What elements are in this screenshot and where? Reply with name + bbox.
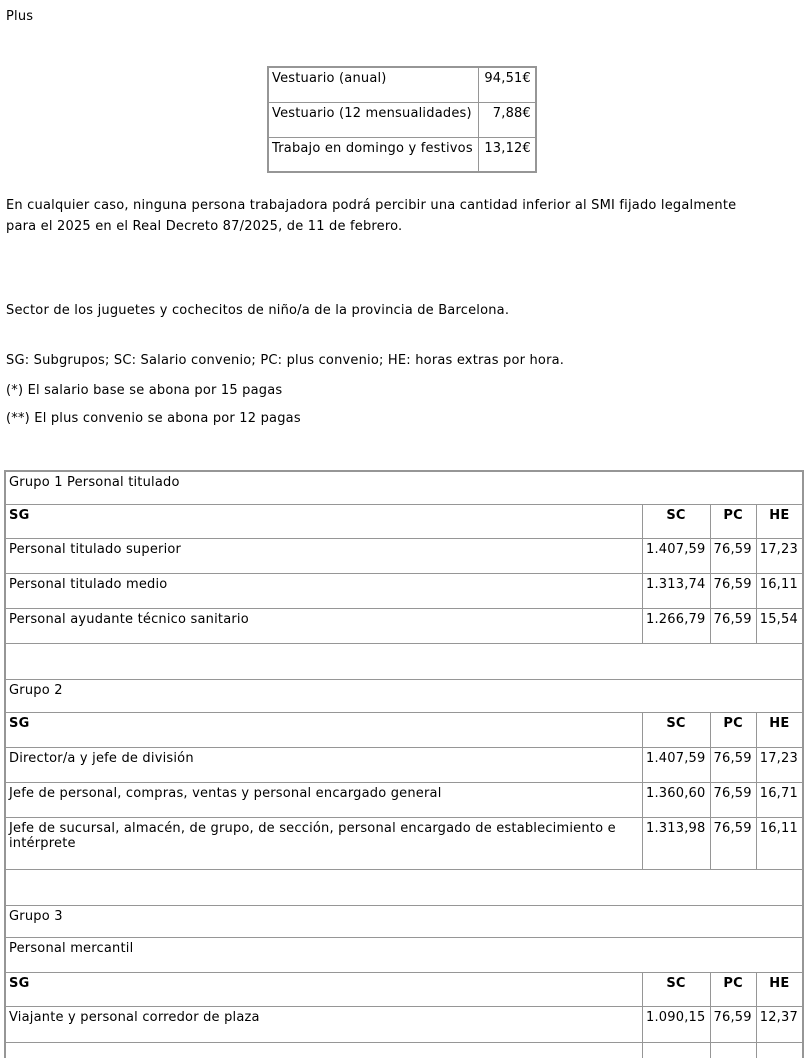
he-value: 17,23: [756, 747, 803, 782]
col-header-sc: SC: [642, 712, 710, 747]
sc-value: 1.313,98: [642, 817, 710, 869]
subgroup-name: Viajante y personal corredor de plaza: [5, 1006, 642, 1042]
plus-concept: Vestuario (12 mensualidades): [268, 102, 478, 137]
smi-paragraph-line1: En cualquier caso, ninguna persona trabajadora podrá percibir una cantidad inferior al SMI fijado legalmente: [6, 198, 737, 213]
sc-value: 1.313,74: [642, 573, 710, 608]
pc-value: 76,59: [710, 538, 756, 573]
sc-value: 1.407,59: [642, 747, 710, 782]
col-header-he: HE: [756, 972, 803, 1006]
table-row: [5, 573, 803, 608]
plus-amount: 94,51€: [478, 67, 536, 102]
pc-value: 76,59: [710, 817, 756, 869]
spacer-row: [5, 643, 803, 679]
col-header-sc: SC: [642, 504, 710, 538]
subgroup-name: Personal ayudante técnico sanitario: [5, 608, 642, 643]
subgroup-name: Director/a y jefe de división: [5, 747, 642, 782]
pc-value: 76,59: [710, 1006, 756, 1042]
smi-paragraph: [6, 195, 801, 237]
sc-value: [642, 1042, 710, 1058]
plus-amount: 7,88€: [478, 102, 536, 137]
col-header-pc: PC: [710, 972, 756, 1006]
plus-concept: Vestuario (anual): [268, 67, 478, 102]
table-row: [5, 1006, 803, 1042]
table-row: [5, 608, 803, 643]
sector-line: Sector de los juguetes y cochecitos de niño/a de la provincia de Barcelona.: [6, 303, 510, 318]
he-value: 16,11: [756, 573, 803, 608]
col-header-pc: PC: [710, 712, 756, 747]
pc-value: [710, 1042, 756, 1058]
column-header-row: [5, 712, 803, 747]
table-row: [268, 67, 536, 102]
col-header-sg: SG: [5, 972, 642, 1006]
salary-groups-table: [4, 470, 804, 1058]
subgroup-name: Personal titulado medio: [5, 573, 642, 608]
subgroup-name: Personal titulado superior: [5, 538, 642, 573]
col-header-sc: SC: [642, 972, 710, 1006]
spacer-cell: [5, 869, 803, 905]
he-value: 15,54: [756, 608, 803, 643]
spacer-row: [5, 869, 803, 905]
plus-heading: Plus: [6, 9, 34, 24]
table-row: [268, 102, 536, 137]
col-header-he: HE: [756, 504, 803, 538]
subgroup-name: Jefe de sucursal, almacén, de grupo, de sección, personal encargado de establecimiento e intérprete: [5, 817, 642, 869]
group-subtitle: Personal mercantil: [5, 937, 803, 972]
he-value: 17,23: [756, 538, 803, 573]
sc-value: 1.266,79: [642, 608, 710, 643]
plus-amounts-table: [267, 66, 537, 173]
sc-value: 1.090,15: [642, 1006, 710, 1042]
he-value: [756, 1042, 803, 1058]
table-row: [5, 817, 803, 869]
plus-concept: Trabajo en domingo y festivos: [268, 137, 478, 172]
sc-value: 1.360,60: [642, 782, 710, 817]
group-title-row: [5, 679, 803, 712]
column-header-row: [5, 972, 803, 1006]
table-row: [268, 137, 536, 172]
col-header-sg: SG: [5, 504, 642, 538]
group-title: Grupo 1 Personal titulado: [5, 471, 803, 504]
he-value: 16,11: [756, 817, 803, 869]
group-title-row: [5, 905, 803, 937]
note-plus-convenio: (**) El plus convenio se abona por 12 pagas: [6, 411, 301, 426]
table-row: [5, 747, 803, 782]
abbreviations-legend: SG: Subgrupos; SC: Salario convenio; PC: plus convenio; HE: horas extras por hora.: [6, 353, 565, 368]
pc-value: 76,59: [710, 608, 756, 643]
subgroup-name: Jefe de personal, compras, ventas y personal encargado general: [5, 782, 642, 817]
table-row-partial: [5, 1042, 803, 1058]
he-value: 12,37: [756, 1006, 803, 1042]
spacer-cell: [5, 643, 803, 679]
table-row: [5, 782, 803, 817]
note-salario-base: (*) El salario base se abona por 15 pagas: [6, 383, 283, 398]
plus-amount: 13,12€: [478, 137, 536, 172]
col-header-he: HE: [756, 712, 803, 747]
pc-value: 76,59: [710, 782, 756, 817]
sc-value: 1.407,59: [642, 538, 710, 573]
group-title: Grupo 3: [5, 905, 803, 937]
column-header-row: [5, 504, 803, 538]
group-subtitle-row: [5, 937, 803, 972]
smi-paragraph-line2: para el 2025 en el Real Decreto 87/2025, de 11 de febrero.: [6, 219, 403, 234]
he-value: 16,71: [756, 782, 803, 817]
col-header-sg: SG: [5, 712, 642, 747]
group-title: Grupo 2: [5, 679, 803, 712]
table-row: [5, 538, 803, 573]
pc-value: 76,59: [710, 747, 756, 782]
group-title-row: [5, 471, 803, 504]
col-header-pc: PC: [710, 504, 756, 538]
pc-value: 76,59: [710, 573, 756, 608]
subgroup-name: [5, 1042, 642, 1058]
